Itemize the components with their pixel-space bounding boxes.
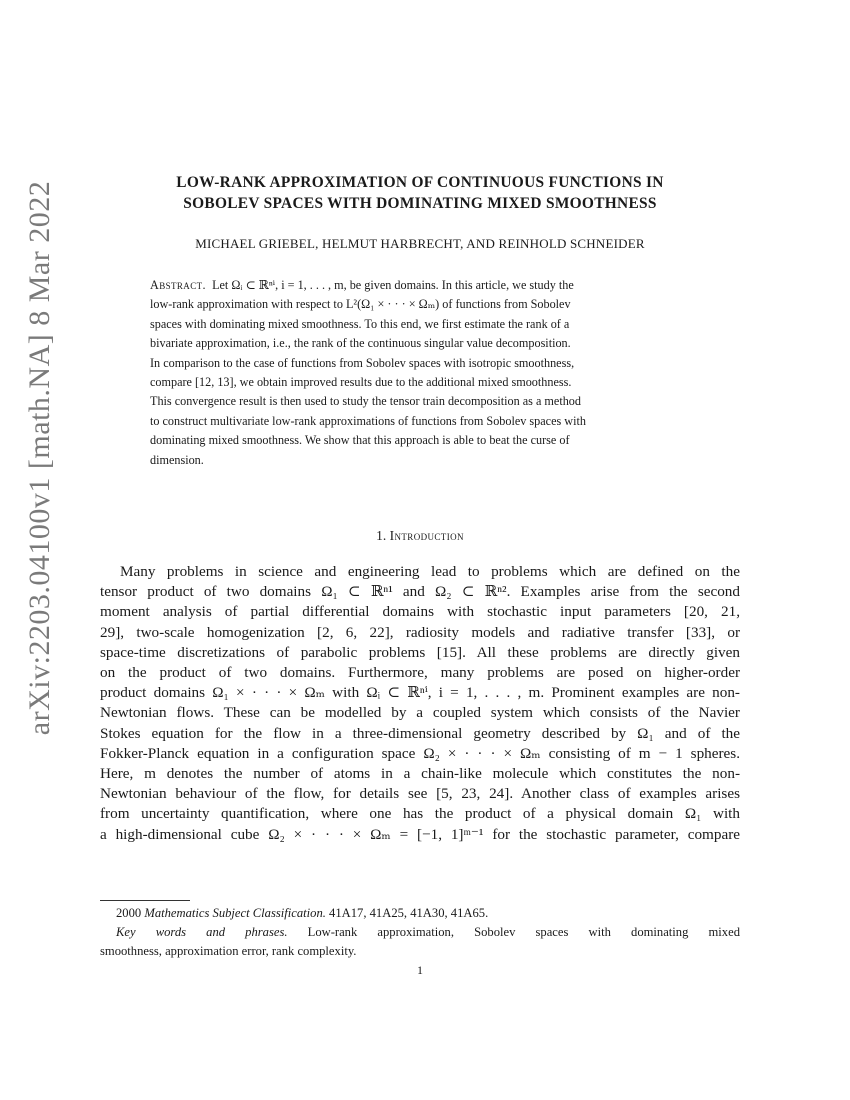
body-line: Here, m denotes the number of atoms in a chain-like molecule which constitutes the non- xyxy=(100,765,740,783)
abstract-line: compare [12, 13], we obtain improved results due to the additional mixed smoothness. xyxy=(150,375,572,390)
msc-year: 2000 xyxy=(116,906,142,920)
body-line: space-time discretizations of parabolic problems [15]. All these problems are directly given xyxy=(100,643,740,661)
body-line: product domains Ω₁ × · · · × Ωₘ with Ωᵢ ⊂ ℝⁿⁱ, i = 1, . . . , m. Prominent examples are non- xyxy=(100,684,740,702)
arxiv-identifier-stamp xyxy=(18,180,62,736)
body-line: Fokker-Planck equation in a configuration space Ω₂ × · · · × Ωₘ consisting of m − 1 spheres. xyxy=(100,744,740,762)
introduction-body xyxy=(100,562,740,845)
title-line-2: SOBOLEV SPACES WITH DOMINATING MIXED SMOOTHNESS xyxy=(183,195,657,212)
section-number: 1. xyxy=(376,528,387,543)
body-line: Newtonian behaviour of the flow, for details see [5, 23, 24]. Another class of examples arises xyxy=(100,785,740,803)
page-number: 1 xyxy=(417,963,423,977)
abstract-line: low-rank approximation with respect to L²(Ω₁ × · · · × Ωₘ) of functions from Sobolev xyxy=(150,297,571,312)
abstract-line: dimension. xyxy=(150,452,204,467)
body-line: Stokes equation for the flow in a three-dimensional geometry described by Ω₁ and of the xyxy=(100,724,740,742)
footnotes xyxy=(100,904,740,961)
abstract xyxy=(150,276,688,470)
body-line: moment analysis of partial differential domains with stochastic input parameters [20, 21, xyxy=(100,603,740,621)
arxiv-identifier-text: arXiv:2203.04100v1 [math.NA] 8 Mar 2022 xyxy=(23,180,57,736)
footnote-keywords xyxy=(100,923,740,942)
abstract-line: This convergence result is then used to study the tensor train decomposition as a method xyxy=(150,394,581,409)
section-title: Introduction xyxy=(389,528,464,543)
abstract-line: dominating mixed smoothness. We show that this approach is able to beat the curse of xyxy=(150,433,570,448)
footnote-keywords-continued: smoothness, approximation error, rank complexity. xyxy=(100,944,357,958)
abstract-line: Abstract. Let Ωᵢ ⊂ ℝⁿⁱ, i = 1, . . . , m, be given domains. In this article, we study the xyxy=(150,278,574,292)
body-line: tensor product of two domains Ω₁ ⊂ ℝⁿ¹ and Ω₂ ⊂ ℝⁿ². Examples arise from the second xyxy=(100,583,740,601)
section-heading xyxy=(100,528,740,544)
keywords-text: Low-rank approximation, Sobolev spaces with dominating mixed xyxy=(307,925,740,939)
body-line: Many problems in science and engineering lead to problems which are defined on the xyxy=(120,563,740,580)
paper-title xyxy=(100,172,740,214)
footnote-divider xyxy=(100,900,190,901)
body-line: 29], two-scale homogenization [2, 6, 22], radiosity models and radiative transfer [33], or xyxy=(100,623,740,641)
msc-label: Mathematics Subject Classification. xyxy=(144,906,326,920)
abstract-line: bivariate approximation, i.e., the rank of the continuous singular value decomposition. xyxy=(150,336,571,351)
body-line: from uncertainty quantification, where one has the product of a physical domain Ω₁ with xyxy=(100,805,740,823)
abstract-heading: Abstract. xyxy=(150,278,206,292)
body-line: Newtonian flows. These can be modelled by a coupled system which consists of the Navier xyxy=(100,704,740,722)
author-list: MICHAEL GRIEBEL, HELMUT HARBRECHT, AND REINHOLD SCHNEIDER xyxy=(195,236,645,251)
body-line: on the product of two domains. Furthermore, many problems are posed on higher-order xyxy=(100,664,740,682)
keywords-label: Key words and phrases. xyxy=(116,925,288,939)
abstract-line: to construct multivariate low-rank approximations of functions from Sobolev spaces with xyxy=(150,413,586,428)
title-line-1: LOW-RANK APPROXIMATION OF CONTINUOUS FUNCTIONS IN xyxy=(176,174,664,191)
abstract-line: In comparison to the case of functions from Sobolev spaces with isotropic smoothness, xyxy=(150,355,575,370)
body-line: a high-dimensional cube Ω₂ × · · · × Ωₘ = [−1, 1]ᵐ⁻¹ for the stochastic parameter, compare xyxy=(100,825,740,843)
msc-codes: 41A17, 41A25, 41A30, 41A65. xyxy=(329,906,489,920)
footnote-msc xyxy=(100,904,740,923)
abstract-line: spaces with dominating mixed smoothness. To this end, we first estimate the rank of a xyxy=(150,316,570,331)
